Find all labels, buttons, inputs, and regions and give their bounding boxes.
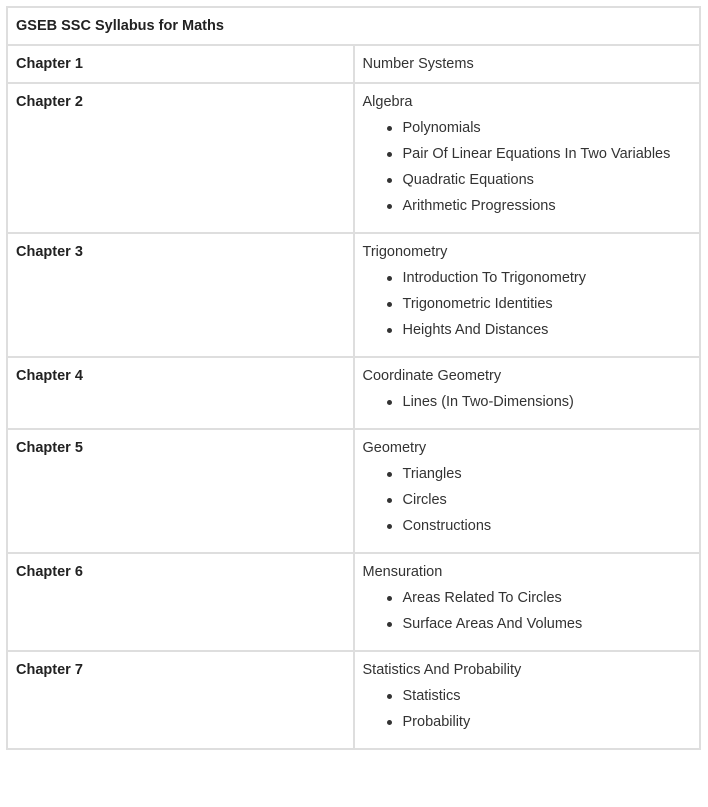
subtopic-item	[403, 393, 692, 411]
topic-title: Number Systems	[362, 56, 474, 72]
bullet-icon	[387, 694, 392, 699]
topic-cell	[354, 357, 701, 429]
topic-cell	[354, 429, 701, 553]
bullet-icon	[387, 472, 392, 477]
subtopic-label: Lines (In Two-Dimensions)	[402, 394, 574, 410]
table-row	[7, 233, 700, 357]
bullet-icon	[387, 622, 392, 627]
subtopic-label: Constructions	[402, 518, 492, 534]
table-row	[7, 357, 700, 429]
bullet-icon	[387, 720, 392, 725]
chapter-label: Chapter 1	[7, 45, 354, 83]
subtopic-item	[403, 321, 692, 339]
topic-title: Coordinate Geometry	[362, 368, 502, 384]
topic-title: Algebra	[362, 94, 413, 110]
table-header-row	[7, 7, 700, 45]
subtopic-item	[403, 295, 692, 313]
subtopic-list	[363, 687, 692, 731]
chapter-label: Chapter 2	[7, 83, 354, 233]
subtopic-item	[403, 119, 692, 137]
bullet-icon	[387, 204, 392, 209]
subtopic-item	[403, 687, 692, 705]
subtopic-item	[403, 713, 692, 731]
subtopic-label: Areas Related To Circles	[402, 590, 562, 606]
topic-title: Trigonometry	[362, 244, 448, 260]
subtopic-label: Probability	[402, 714, 471, 730]
topic-cell	[354, 83, 701, 233]
subtopic-label: Trigonometric Identities	[402, 296, 553, 312]
subtopic-item	[403, 615, 692, 633]
subtopic-item	[403, 465, 692, 483]
subtopic-item	[403, 589, 692, 607]
subtopic-label: Introduction To Trigonometry	[402, 270, 586, 286]
topic-cell	[354, 651, 701, 749]
chapter-label: Chapter 6	[7, 553, 354, 651]
subtopic-list	[363, 119, 692, 215]
bullet-icon	[387, 276, 392, 281]
bullet-icon	[387, 152, 392, 157]
subtopic-label: Triangles	[402, 466, 462, 482]
topic-cell	[354, 553, 701, 651]
table-row	[7, 429, 700, 553]
syllabus-table	[6, 6, 701, 750]
table-title: GSEB SSC Syllabus for Maths	[7, 7, 700, 45]
bullet-icon	[387, 596, 392, 601]
chapter-label: Chapter 4	[7, 357, 354, 429]
subtopic-label: Heights And Distances	[402, 322, 549, 338]
bullet-icon	[387, 126, 392, 131]
subtopic-label: Circles	[402, 492, 447, 508]
subtopic-label: Polynomials	[402, 120, 481, 136]
bullet-icon	[387, 498, 392, 503]
bullet-icon	[387, 178, 392, 183]
table-row	[7, 45, 700, 83]
topic-cell	[354, 233, 701, 357]
subtopic-list	[363, 393, 692, 411]
chapter-label: Chapter 5	[7, 429, 354, 553]
subtopic-list	[363, 465, 692, 535]
bullet-icon	[387, 328, 392, 333]
subtopic-item	[403, 491, 692, 509]
topic-cell	[354, 45, 701, 83]
bullet-icon	[387, 302, 392, 307]
subtopic-item	[403, 517, 692, 535]
topic-title: Mensuration	[362, 564, 443, 580]
subtopic-item	[403, 197, 692, 215]
bullet-icon	[387, 524, 392, 529]
subtopic-item	[403, 145, 692, 163]
table-row	[7, 553, 700, 651]
subtopic-label: Statistics	[402, 688, 461, 704]
subtopic-label: Pair Of Linear Equations In Two Variables	[402, 146, 671, 162]
subtopic-label: Surface Areas And Volumes	[402, 616, 583, 632]
bullet-icon	[387, 400, 392, 405]
chapter-label: Chapter 7	[7, 651, 354, 749]
table-body	[7, 45, 700, 749]
subtopic-label: Quadratic Equations	[402, 172, 534, 188]
chapter-label: Chapter 3	[7, 233, 354, 357]
subtopic-label: Arithmetic Progressions	[402, 198, 556, 214]
subtopic-list	[363, 269, 692, 339]
table-row	[7, 651, 700, 749]
subtopic-item	[403, 171, 692, 189]
subtopic-list	[363, 589, 692, 633]
topic-title: Statistics And Probability	[362, 662, 522, 678]
topic-title: Geometry	[362, 440, 427, 456]
subtopic-item	[403, 269, 692, 287]
table-row	[7, 83, 700, 233]
